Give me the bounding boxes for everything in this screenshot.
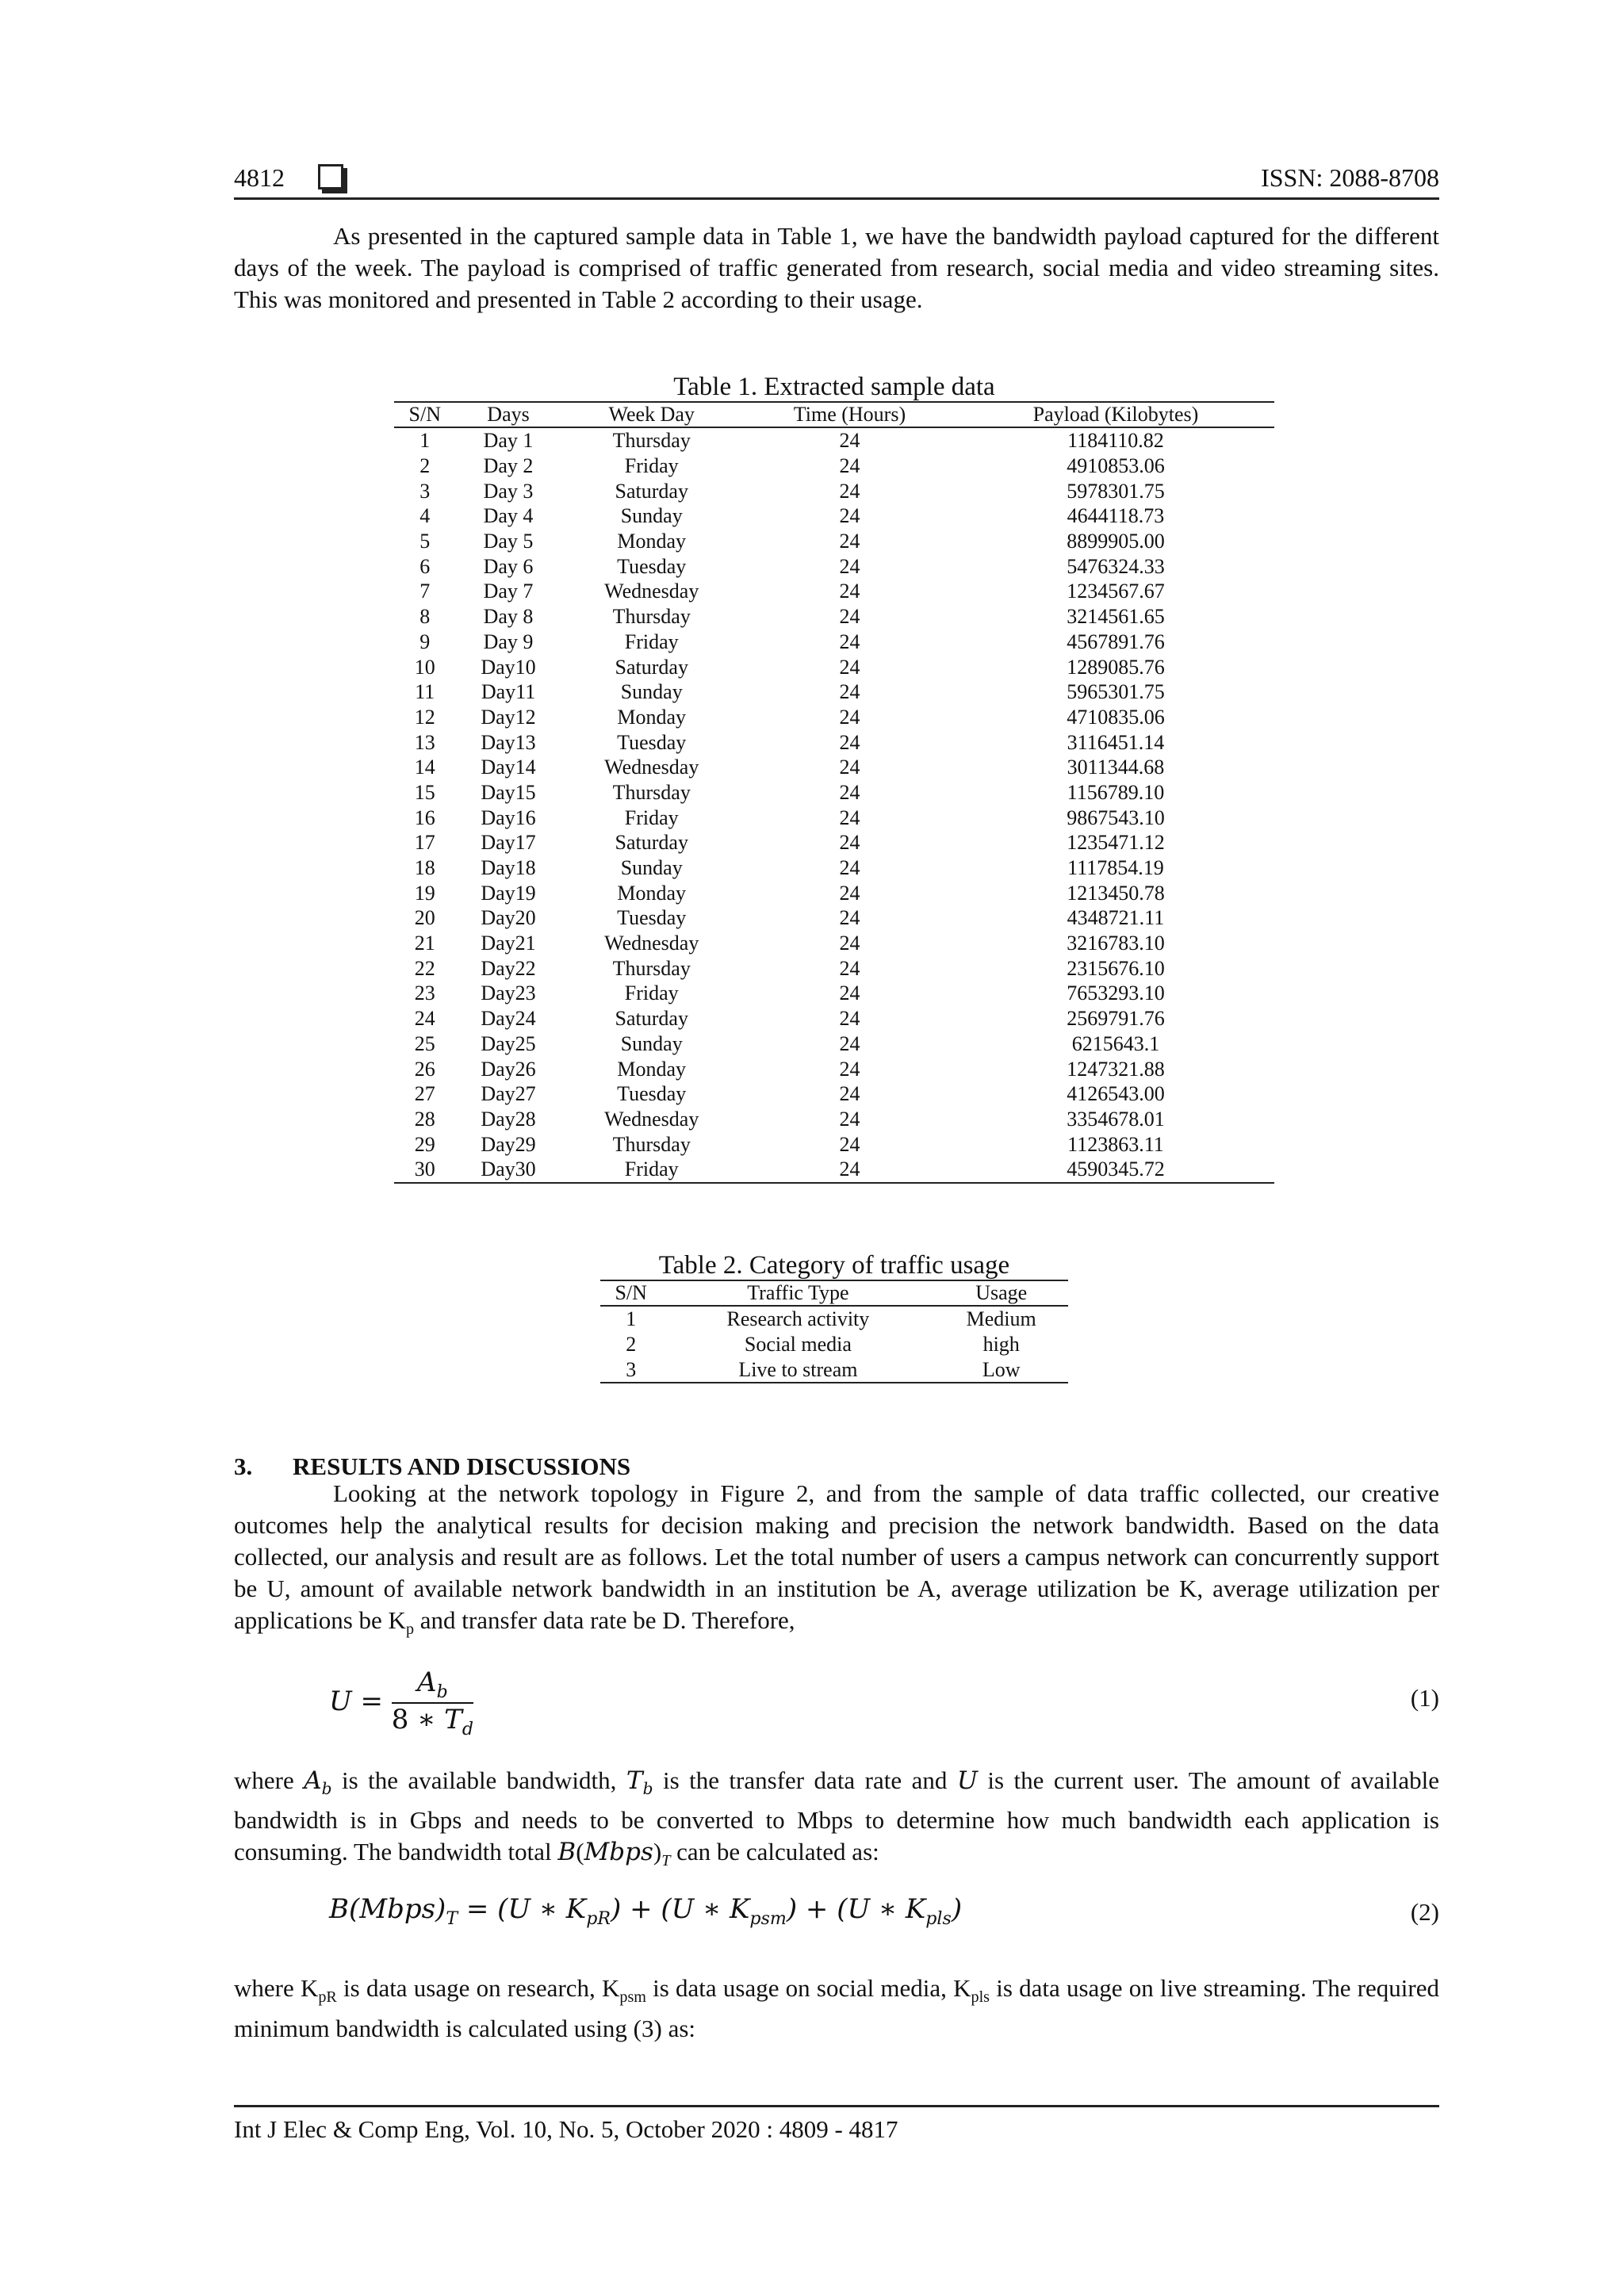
table-cell: 30: [394, 1157, 456, 1183]
table-row: [394, 755, 1274, 780]
table-cell: Tuesday: [617, 554, 687, 578]
table-cell: 24: [839, 1082, 860, 1106]
table-row: [394, 1131, 1274, 1157]
table-cell: Monday: [617, 881, 687, 905]
table-row: [394, 579, 1274, 604]
table-cell: Sunday: [620, 1031, 683, 1055]
table-cell: 24: [839, 881, 860, 905]
table-cell: Saturday: [615, 831, 688, 855]
table-cell: Social media: [744, 1333, 852, 1357]
column-header: Days: [456, 402, 561, 427]
table-cell: 24: [839, 705, 860, 729]
table-cell: Wednesday: [604, 580, 699, 603]
table-row: [394, 1006, 1274, 1031]
table-row: [394, 981, 1274, 1006]
table-cell: Day19: [481, 881, 536, 905]
table-cell: 1123863.11: [1067, 1132, 1164, 1156]
table-cell: 15: [414, 780, 435, 804]
table-cell: Monday: [617, 1057, 687, 1081]
table-row: [394, 629, 1274, 655]
table-cell: Tuesday: [617, 730, 687, 754]
table-cell: 4644118.73: [1067, 504, 1165, 528]
table-cell: 24: [839, 1007, 860, 1031]
table-cell: 24: [839, 454, 860, 478]
table-row: [394, 729, 1274, 755]
table-row: [600, 1306, 1068, 1332]
table-row: [394, 1107, 1274, 1132]
table-cell: 22: [414, 956, 435, 980]
table-row: [394, 931, 1274, 956]
table-cell: Live to stream: [661, 1357, 934, 1383]
table-row: [394, 503, 1274, 529]
table-cell: Day23: [481, 982, 536, 1005]
table-cell: Day11: [481, 680, 536, 704]
table-cell: 24: [839, 429, 860, 453]
table-cell: 21: [414, 932, 435, 955]
table-cell: 24: [839, 730, 860, 754]
table-cell: 4126543.00: [1067, 1082, 1165, 1106]
table-cell: Day 5: [483, 530, 534, 553]
table-cell: Tuesday: [617, 906, 687, 930]
table-cell: 2: [626, 1333, 637, 1357]
page-number: 4812: [234, 163, 285, 192]
table-cell: 20: [414, 906, 435, 930]
results-paragraph-1: Looking at the network topology in Figure 2, and from the sample of data traffic collected, our creative outcomes help the analytical results for decision making and precision the network bandwidth. Based on the data collected, our analysis and result are as follows. Let the total number of users a campus network can concurrently support be U, amount of available network bandwidth in an institution be A, average utilization be K, average utilization per applications be $K_p$ and transfer data rate be D. Therefore,: [234, 1479, 1439, 1639]
table-row: [394, 1056, 1274, 1081]
table-cell: 1247321.88: [1067, 1057, 1165, 1081]
table-cell: Wednesday: [604, 1107, 699, 1131]
table-row: [394, 453, 1274, 479]
table-cell: Medium: [966, 1307, 1036, 1331]
table-cell: 16: [414, 806, 435, 829]
table-cell: 24: [839, 831, 860, 855]
table-cell: 24: [839, 655, 860, 679]
table-cell: Friday: [624, 629, 679, 653]
table-1-grid: [394, 401, 1274, 1184]
table-cell: Friday: [624, 982, 679, 1005]
table-cell: 24: [839, 932, 860, 955]
table-1-caption: Table 1. Extracted sample data: [673, 373, 995, 401]
equation-1-number: (1): [1410, 1684, 1439, 1712]
table-cell: 1117854.19: [1067, 856, 1164, 880]
table-cell: Saturday: [615, 479, 688, 503]
table-cell: Friday: [624, 454, 679, 478]
table-cell: 17: [414, 831, 435, 855]
table-cell: Thursday: [612, 1132, 691, 1156]
table-cell: Day 3: [483, 479, 534, 503]
section-title: RESULTS AND DISCUSSIONS: [293, 1452, 631, 1480]
table-cell: 13: [414, 730, 435, 754]
table-cell: Day24: [481, 1007, 536, 1031]
table-cell: Day28: [481, 1107, 536, 1131]
table-cell: 5: [419, 530, 431, 553]
table-cell: 4567891.76: [1067, 629, 1165, 653]
table-cell: Day22: [481, 956, 536, 980]
table-cell: 9867543.10: [1067, 806, 1165, 829]
table-cell: 24: [742, 1157, 957, 1183]
table-row: [394, 705, 1274, 730]
table-cell: Day27: [481, 1082, 536, 1106]
column-header: Traffic Type: [661, 1280, 934, 1306]
table-cell: 24: [839, 629, 860, 653]
table-cell: Day13: [481, 730, 536, 754]
table-cell: Day26: [481, 1057, 536, 1081]
table-cell: 5476324.33: [1067, 554, 1165, 578]
table-cell: Monday: [617, 530, 687, 553]
table-cell: 24: [839, 530, 860, 553]
table-cell: 11: [415, 680, 435, 704]
table-cell: 1289085.76: [1067, 655, 1165, 679]
table-cell: 4910853.06: [1067, 454, 1165, 478]
table-cell: Day 6: [483, 554, 534, 578]
table-cell: 10: [414, 655, 435, 679]
equation-2-number: (2): [1410, 1898, 1439, 1926]
table-cell: 24: [839, 780, 860, 804]
table-cell: Day 8: [483, 605, 534, 629]
table-cell: Day29: [481, 1132, 536, 1156]
table-cell: 24: [839, 956, 860, 980]
table-cell: 24: [839, 756, 860, 779]
table-cell: 9: [419, 629, 431, 653]
table-cell: 4590345.72: [957, 1157, 1274, 1183]
column-header: S/N: [394, 402, 456, 427]
table-cell: 5965301.75: [1067, 680, 1165, 704]
table-row: [394, 478, 1274, 503]
column-header: Time (Hours): [742, 402, 957, 427]
table-cell: Day12: [481, 705, 536, 729]
table-cell: 26: [414, 1057, 435, 1081]
table-cell: Day17: [481, 831, 536, 855]
table-cell: Thursday: [612, 956, 691, 980]
table-cell: Wednesday: [604, 932, 699, 955]
equation-1: U = $\frac{A_b}{8 ∗ T_d}$ (1): [329, 1667, 1439, 1739]
equation-2: $B(Mbps)_T = (U$ ∗ $K_{pR}) + (U$ ∗ $K_{psm}) + (U$ ∗ $K_{pls}$) (2): [329, 1893, 1439, 1929]
table-row: [394, 529, 1274, 554]
table-cell: Friday: [624, 806, 679, 829]
table-row: [394, 1031, 1274, 1057]
section-heading: [234, 1452, 630, 1481]
table-cell: 28: [414, 1107, 435, 1131]
table-cell: Day 4: [483, 504, 534, 528]
table-cell: Tuesday: [617, 1082, 687, 1106]
section-number: 3.: [234, 1452, 253, 1480]
table-cell: 3: [600, 1357, 661, 1383]
table-row: [600, 1357, 1068, 1383]
table-cell: Day25: [481, 1031, 536, 1055]
table-row: [600, 1332, 1068, 1357]
table-2-caption: Table 2. Category of traffic usage: [658, 1251, 1010, 1280]
table-cell: Saturday: [615, 1007, 688, 1031]
table-cell: 8899905.00: [1067, 530, 1165, 553]
table-row: [394, 830, 1274, 855]
table-cell: 29: [414, 1132, 435, 1156]
table-cell: Friday: [561, 1157, 742, 1183]
page-header: [234, 155, 1439, 200]
table-cell: Day 9: [483, 629, 534, 653]
table-cell: Day15: [481, 780, 536, 804]
table-cell: Day30: [456, 1157, 561, 1183]
table-cell: Sunday: [620, 680, 683, 704]
table-cell: Thursday: [612, 429, 691, 453]
table-cell: 7: [419, 580, 431, 603]
table-cell: 24: [839, 1057, 860, 1081]
table-cell: Day16: [481, 806, 536, 829]
table-row: [394, 855, 1274, 881]
table-cell: 24: [839, 605, 860, 629]
table-cell: 1184110.82: [1067, 429, 1164, 453]
column-header: Usage: [934, 1280, 1068, 1306]
table-cell: 18: [414, 856, 435, 880]
table-row: [394, 1157, 1274, 1183]
table-row: [394, 880, 1274, 905]
table-cell: 1234567.67: [1067, 580, 1165, 603]
table-cell: 8: [419, 605, 431, 629]
table-cell: Day18: [481, 856, 536, 880]
table-cell: Research activity: [726, 1307, 870, 1331]
table-cell: 4710835.06: [1067, 705, 1165, 729]
column-header: S/N: [600, 1280, 661, 1306]
table-cell: Sunday: [620, 504, 683, 528]
page-footer: Int J Elec & Comp Eng, Vol. 10, No. 5, October 2020 : 4809 - 4817: [234, 2105, 1439, 2144]
table-cell: 12: [414, 705, 435, 729]
table-cell: Day 1: [483, 429, 534, 453]
table-cell: 24: [839, 554, 860, 578]
table-cell: Wednesday: [604, 756, 699, 779]
table-cell: 1: [419, 429, 431, 453]
table-cell: high: [982, 1333, 1020, 1357]
table-cell: 1235471.12: [1067, 831, 1165, 855]
table-cell: 1213450.78: [1067, 881, 1165, 905]
table-cell: 3216783.10: [1067, 932, 1165, 955]
table-cell: Day21: [481, 932, 536, 955]
column-header: Week Day: [561, 402, 742, 427]
table-2: [600, 1251, 1068, 1383]
table-cell: 27: [414, 1082, 435, 1106]
table-row: [394, 679, 1274, 705]
table-cell: 4: [419, 504, 431, 528]
table-row: [394, 780, 1274, 806]
table-cell: 24: [839, 1132, 860, 1156]
table-cell: 3116451.14: [1067, 730, 1165, 754]
table-cell: 6: [419, 554, 431, 578]
table-cell: 24: [414, 1007, 435, 1031]
table-cell: Saturday: [615, 655, 688, 679]
table-cell: 3354678.01: [1067, 1107, 1165, 1131]
table-cell: 25: [414, 1031, 435, 1055]
table-cell: 24: [839, 1107, 860, 1131]
table-row: [394, 654, 1274, 679]
table-cell: 3: [419, 479, 431, 503]
table-row: [394, 604, 1274, 629]
table-cell: Day14: [481, 756, 536, 779]
table-cell: 24: [839, 1031, 860, 1055]
table-row: [394, 905, 1274, 931]
table-cell: 2569791.76: [1067, 1007, 1165, 1031]
table-cell: 24: [839, 580, 860, 603]
table-row: [394, 955, 1274, 981]
table-cell: 24: [839, 806, 860, 829]
table-cell: 24: [839, 504, 860, 528]
table-1: [394, 373, 1274, 1184]
table-cell: 3214561.65: [1067, 605, 1165, 629]
table-cell: 24: [839, 479, 860, 503]
table-cell: 5978301.75: [1067, 479, 1165, 503]
table-cell: Day 2: [483, 454, 534, 478]
table-cell: 7653293.10: [1067, 982, 1165, 1005]
table-row: [394, 1081, 1274, 1107]
table-cell: 3011344.68: [1067, 756, 1165, 779]
table-row: [394, 427, 1274, 453]
table-cell: 23: [414, 982, 435, 1005]
issn: ISSN: 2088-8708: [1261, 163, 1439, 192]
table-cell: 19: [414, 881, 435, 905]
checkbox-icon: [318, 164, 343, 189]
table-cell: Thursday: [612, 780, 691, 804]
table-row: [394, 805, 1274, 830]
table-cell: Day20: [481, 906, 536, 930]
table-cell: 24: [839, 906, 860, 930]
table-cell: 6215643.1: [1071, 1031, 1160, 1055]
column-header: Payload (Kilobytes): [957, 402, 1274, 427]
results-paragraph-2: where $A_b$ is the available bandwidth, $T_b$ is the transfer data rate and U is the current user. The amount of available bandwidth is in Gbps and needs to be converted to Mbps to determine how much bandwidth each application is consuming. The bandwidth total $B(Mbps)_T$ can be calculated as:: [234, 1766, 1440, 1870]
table-cell: Day 7: [483, 580, 534, 603]
table-cell: 14: [414, 756, 435, 779]
table-cell: Low: [934, 1357, 1068, 1383]
table-cell: 24: [839, 982, 860, 1005]
table-cell: 24: [839, 680, 860, 704]
table-row: [394, 553, 1274, 579]
table-cell: 1: [626, 1307, 637, 1331]
table-cell: Sunday: [620, 856, 683, 880]
table-2-grid: [600, 1280, 1068, 1383]
table-cell: 2315676.10: [1067, 956, 1165, 980]
table-cell: 24: [839, 856, 860, 880]
table-cell: Day10: [481, 655, 536, 679]
intro-paragraph: As presented in the captured sample data in Table 1, we have the bandwidth payload captured for the different days of the week. The payload is comprised of traffic generated from research, social media and video streaming sites. This was monitored and presented in Table 2 according to their usage.: [234, 222, 1439, 313]
table-cell: Thursday: [612, 605, 691, 629]
table-cell: 1156789.10: [1067, 780, 1165, 804]
table-cell: 4348721.11: [1067, 906, 1165, 930]
table-cell: 2: [419, 454, 431, 478]
results-paragraph-3: where $K_{pR}$ is data usage on research, $K_{psm}$ is data usage on social media, $K_{pls}$ is data usage on live streaming. The required minimum bandwidth is calculated using (3) as:: [234, 1974, 1439, 2043]
table-cell: Monday: [617, 705, 687, 729]
